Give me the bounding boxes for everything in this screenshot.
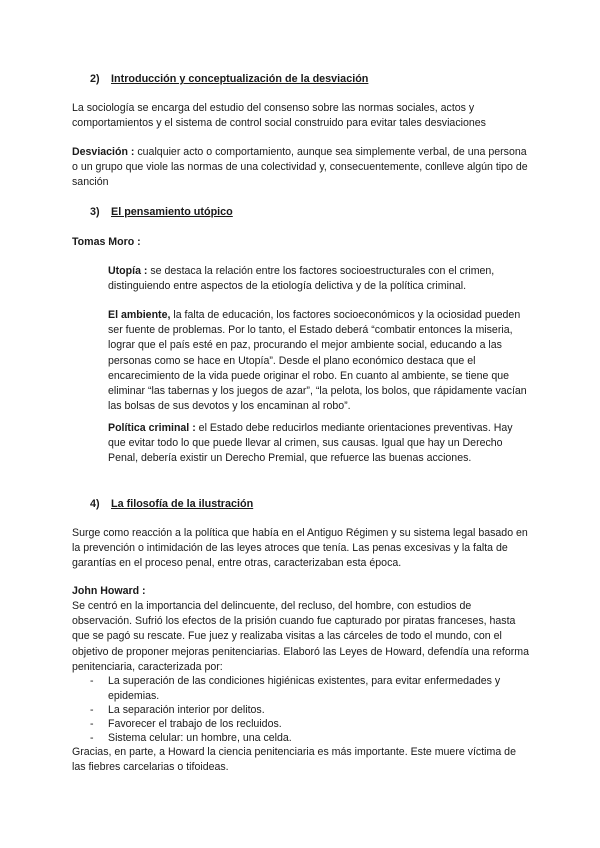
list-item	[90, 717, 530, 732]
bullet-dash: -	[90, 718, 94, 730]
section-heading-4	[90, 497, 253, 512]
howard-label: John Howard :	[72, 585, 146, 597]
section-number: 2)	[90, 73, 100, 85]
tomas-moro-label: Tomas Moro :	[72, 236, 141, 248]
intro-paragraph: La sociología se encarga del estudio del consenso sobre las normas sociales, actos y comportamientos y el sistema de control social construido para evitar tales desviaciones	[72, 102, 486, 130]
section-title: El pensamiento utópico	[111, 206, 233, 218]
list-item	[90, 731, 530, 746]
section-number: 3)	[90, 206, 100, 218]
section-title: La filosofía de la ilustración	[111, 498, 254, 510]
list-item-text: Favorecer el trabajo de los recluidos.	[108, 718, 282, 730]
politica-label: Política criminal :	[108, 422, 196, 434]
list-item-text: La superación de las condiciones higiénicas existentes, para evitar enfermedades y epidemias.	[108, 675, 501, 703]
bullet-dash: -	[90, 732, 94, 744]
howard-paragraph: Se centró en la importancia del delincuente, del recluso, del hombre, con estudios de observación. Sufrió los efectos de la prisión cuando fue capturado por piratas franceses, hasta que se pagó su rescate. Fue juez y realizaba visitas a las cárceles de todo el mundo, con el objetivo de proponer mejoras penitenciarias. Elaboró las Leyes de Howard, defendía una reforma penitenciaria, caracterizada por:	[72, 600, 529, 673]
utopia-label: Utopía :	[108, 265, 148, 277]
list-item-text: La separación interior por delitos.	[108, 704, 265, 716]
section-heading-2	[90, 72, 368, 87]
desviacion-paragraph	[72, 145, 532, 191]
list-item	[90, 703, 530, 718]
list-item	[90, 674, 530, 704]
desviacion-label: Desviación :	[72, 146, 135, 158]
desviacion-text: cualquier acto o comportamiento, aunque sea simplemente verbal, de una persona o un grupo que viole las normas de una colectividad y, consecuentemente, conlleve algún tipo de sanción	[72, 146, 528, 189]
ambiente-label: El ambiente,	[108, 309, 171, 321]
politica-paragraph	[108, 421, 528, 467]
ambiente-paragraph	[108, 308, 528, 414]
bullet-dash: -	[90, 704, 94, 716]
ilustracion-paragraph: Surge como reacción a la política que había en el Antiguo Régimen y su sistema legal basado en la prevención o intimidación de las leyes atroces que tenía. Las penas excesivas y la falta de garantías en el proceso penal, entre otras, caracterizaban esta época.	[72, 527, 528, 570]
list-item-text: Sistema celular: un hombre, una celda.	[108, 732, 292, 744]
politica-text: el Estado debe reducirlos mediante orientaciones preventivas. Hay que evitar todo lo que puede llevar al crimen, sus causas. Igual que hay un Derecho Penal, debería existir un Derecho Premial, que refuerce las buenas acciones.	[108, 422, 513, 465]
section-heading-3	[90, 205, 233, 220]
ambiente-text: la falta de educación, los factores socioeconómicos y la ociosidad pueden ser fuente de problemas. Por lo tanto, el Estado deberá “combatir entonces la miseria, lograr que el país esté en paz, procurando el mejor ambiente social, educando a las personas como se hace en Utopía”. Desde el plano económico destaca que el encarecimiento de la vida puede originar el robo. En cuanto al ambiente, se tiene que eliminar “las tabernas y los juegos de azar”, “la pelota, los bolos, que rápidamente vacían las bolsas de sus devotos y los encaminan al robo”.	[108, 309, 527, 413]
section-number: 4)	[90, 498, 100, 510]
section-title: Introducción y conceptualización de la desviación	[111, 73, 369, 85]
utopia-text: se destaca la relación entre los factores socioestructurales con el crimen, distinguiendo entre aspectos de la etiología delictiva y de la política criminal.	[108, 265, 495, 293]
howard-closing-paragraph: Gracias, en parte, a Howard la ciencia penitenciaria es más importante. Este muere víctima de las fiebres carcelarias o tifoideas.	[72, 746, 516, 774]
utopia-paragraph	[108, 264, 528, 294]
bullet-dash: -	[90, 675, 94, 687]
